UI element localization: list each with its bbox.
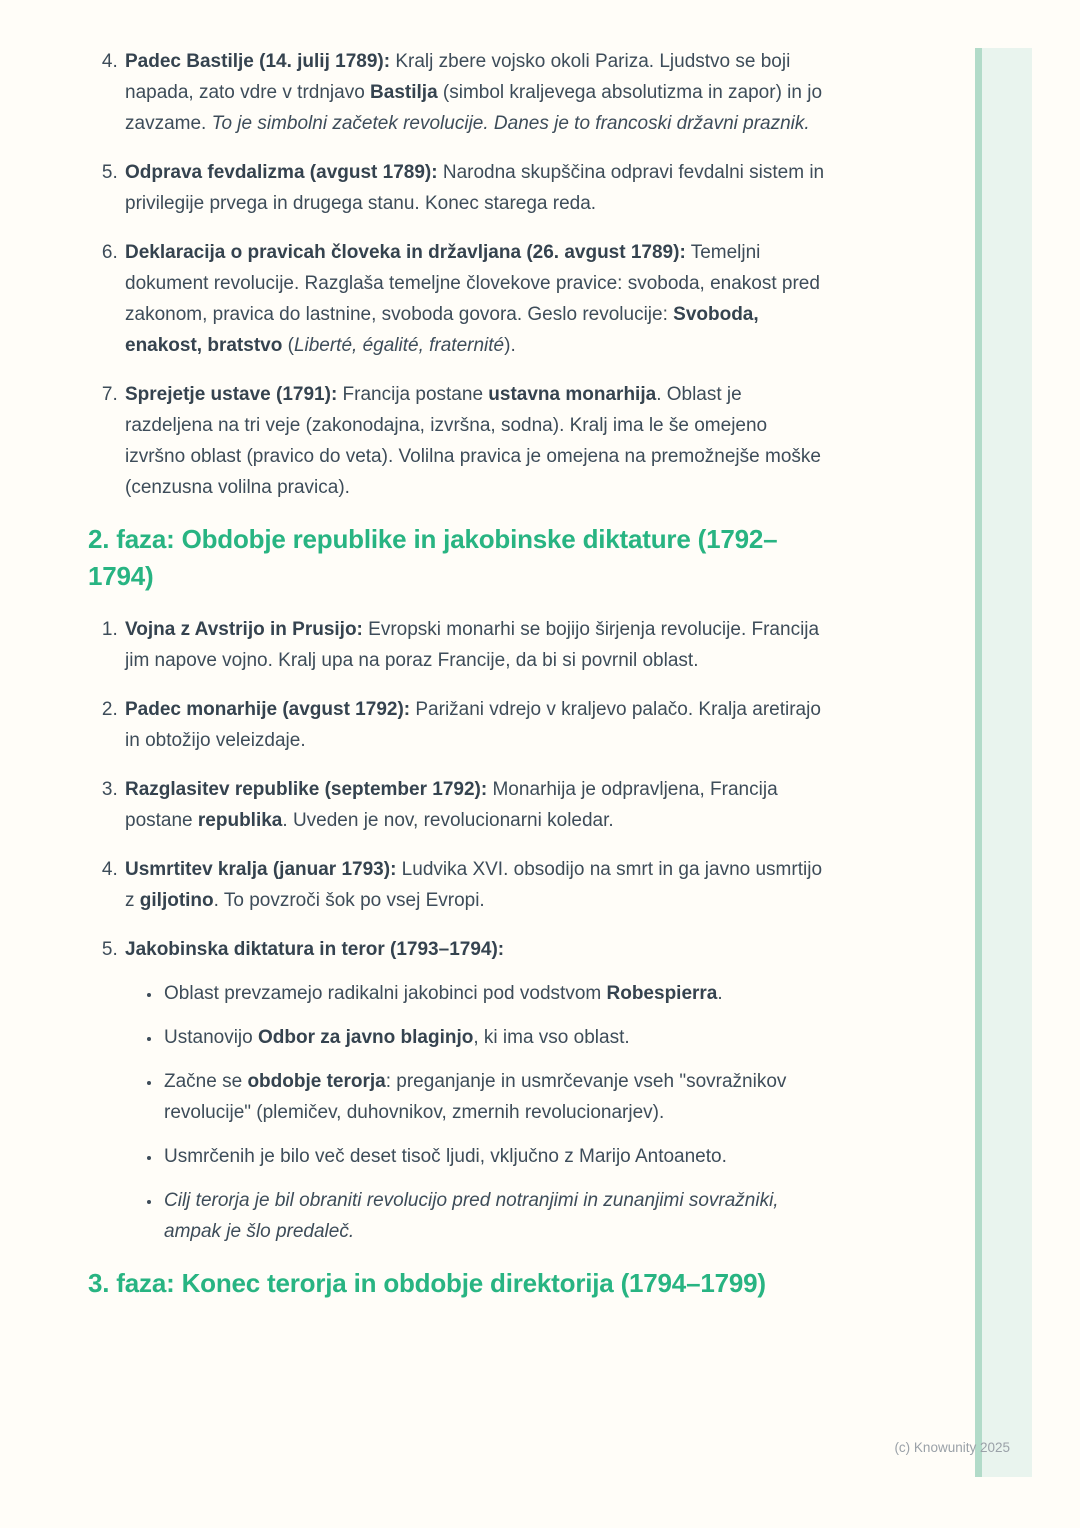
list-item-text xyxy=(125,779,778,831)
text-run: Francija postane xyxy=(337,384,489,405)
bold-text: Deklaracija o pravicah človeka in državljana (26. avgust 1789): xyxy=(125,242,686,263)
text-run: Temeljni dokument revolucije. Razglaša temeljne človekove pravice: svoboda, enakost pred zakonom, pravica do lastnine, svoboda govora. Geslo revolucije: xyxy=(125,242,820,325)
text-run: Parižani vdrejo v kraljevo palačo. Kralja aretirajo in obtožijo veleizdaje. xyxy=(125,699,821,751)
text-run: . Uveden je nov, revolucionarni koledar. xyxy=(282,810,614,831)
list-item-text xyxy=(125,939,504,960)
list-item-usmrtitev-kralja xyxy=(123,854,825,916)
text-run: . xyxy=(717,983,723,1004)
text-run: (simbol kraljevega absolutizma in zapor) in jo zavzame. xyxy=(125,82,823,134)
text-run: Narodna skupščina odpravi fevdalni sistem in privilegije prvega in drugega stanu. Konec starega reda. xyxy=(125,162,825,214)
bold-text: Robespierra xyxy=(606,983,718,1004)
text-run: Ludvika XVI. obsodijo na smrt in ga javno usmrtijo z xyxy=(125,859,823,911)
bullet-list-teror xyxy=(125,978,825,1247)
text-run: Začne se xyxy=(164,1071,248,1092)
bullet-item-robespierre xyxy=(162,978,825,1009)
section-heading-phase2: 2. faza: Obdobje republike in jakobinske diktature (1792–1794) xyxy=(88,524,778,591)
bold-text: Razglasitev republike (september 1792): xyxy=(125,779,488,800)
numbered-list-phase2 xyxy=(88,614,825,1247)
text-run: Kralj zbere vojsko okoli Pariza. Ljudstvo se boji napada, zato vdre v trdnjavo xyxy=(125,51,791,103)
bullet-item-cilj-terorja xyxy=(162,1185,825,1247)
list-item-text xyxy=(125,242,820,356)
bold-text: Odprava fevdalizma (avgust 1789): xyxy=(125,162,438,183)
text-run: : preganjanje in usmrčevanje vseh "sovražnikov revolucije" (plemičev, duhovnikov, zmernih revolucionarjev). xyxy=(164,1071,787,1123)
bold-text: Usmrtitev kralja (januar 1793): xyxy=(125,859,397,880)
bullet-item-odbor xyxy=(162,1022,825,1053)
list-item-vojna xyxy=(123,614,825,676)
list-item-deklaracija xyxy=(123,237,825,361)
bold-text: Padec monarhije (avgust 1792): xyxy=(125,699,411,720)
bullet-item-text xyxy=(164,1027,630,1048)
list-item-text xyxy=(125,619,819,671)
list-item-text xyxy=(125,859,822,911)
italic-text: To je simbolni začetek revolucije. Danes je to francoski državni praznik. xyxy=(211,113,810,134)
bold-text: Vojna z Avstrijo in Prusijo: xyxy=(125,619,363,640)
page-edge-band xyxy=(975,48,1032,1477)
numbered-list-phase1 xyxy=(88,46,825,503)
list-item-sprejetje-ustave xyxy=(123,379,825,503)
document-content xyxy=(88,46,825,1321)
text-run: Monarhija je odpravljena, Francija postane xyxy=(125,779,778,831)
list-item-odprava-fevdalizma xyxy=(123,157,825,219)
bold-text: Sprejetje ustave (1791): xyxy=(125,384,338,405)
text-run: Usmrčenih je bilo več deset tisoč ljudi, vključno z Marijo Antoaneto. xyxy=(164,1146,727,1167)
bold-text: Odbor za javno blaginjo xyxy=(258,1027,474,1048)
list-item-padec-monarhije xyxy=(123,694,825,756)
bold-text: ustavna monarhija xyxy=(488,384,657,405)
section-heading-phase3: 3. faza: Konec terorja in obdobje direktorija (1794–1799) xyxy=(88,1268,766,1298)
text-run: ( xyxy=(282,335,294,356)
list-item-padec-bastilje xyxy=(123,46,825,139)
bullet-item-text xyxy=(164,1190,779,1242)
text-run: . To povzroči šok po vsej Evropi. xyxy=(213,890,485,911)
bold-text: Svoboda, enakost, bratstvo xyxy=(125,304,759,356)
text-run: Evropski monarhi se bojijo širjenja revolucije. Francija jim napove vojno. Kralj upa na poraz Francije, da bi si povrnil oblast. xyxy=(125,619,820,671)
italic-text: Liberté, égalité, fraternité xyxy=(293,335,505,356)
list-item-text xyxy=(125,162,824,214)
list-item-jakobinska-diktatura xyxy=(123,934,825,1247)
bullet-item-text xyxy=(164,1146,727,1167)
list-item-text xyxy=(125,51,822,134)
bold-text: obdobje terorja xyxy=(247,1071,386,1092)
bullet-item-text xyxy=(164,1071,786,1123)
copyright-footer: (c) Knowunity 2025 xyxy=(894,1440,1010,1455)
bold-text: Bastilja xyxy=(370,82,438,103)
bold-text: republika xyxy=(197,810,283,831)
italic-text: Cilj terorja je bil obraniti revolucijo pred notranjimi in zunanjimi sovražniki, ampak je šlo predaleč. xyxy=(164,1190,779,1242)
bullet-item-text xyxy=(164,983,723,1004)
text-run: Oblast prevzamejo radikalni jakobinci pod vodstvom xyxy=(164,983,607,1004)
text-run: ). xyxy=(504,335,516,356)
list-item-razglasitev-republike xyxy=(123,774,825,836)
bullet-item-usmrceni xyxy=(162,1141,825,1172)
bold-text: Jakobinska diktatura in teror (1793–1794): xyxy=(125,939,505,960)
text-run: , ki ima vso oblast. xyxy=(473,1027,630,1048)
text-run: Ustanovijo xyxy=(164,1027,258,1048)
bullet-item-obdobje-terorja xyxy=(162,1066,825,1128)
bold-text: giljotino xyxy=(139,890,214,911)
list-item-text xyxy=(125,699,821,751)
text-run: . Oblast je razdeljena na tri veje (zakonodajna, izvršna, sodna). Kralj ima le še omejeno izvršno oblast (pravico do veta). Volilna pravica je omejena na premožnejše moške (cenzusna volilna pravica). xyxy=(125,384,821,498)
list-item-text xyxy=(125,384,821,498)
bold-text: Padec Bastilje (14. julij 1789): xyxy=(125,51,391,72)
